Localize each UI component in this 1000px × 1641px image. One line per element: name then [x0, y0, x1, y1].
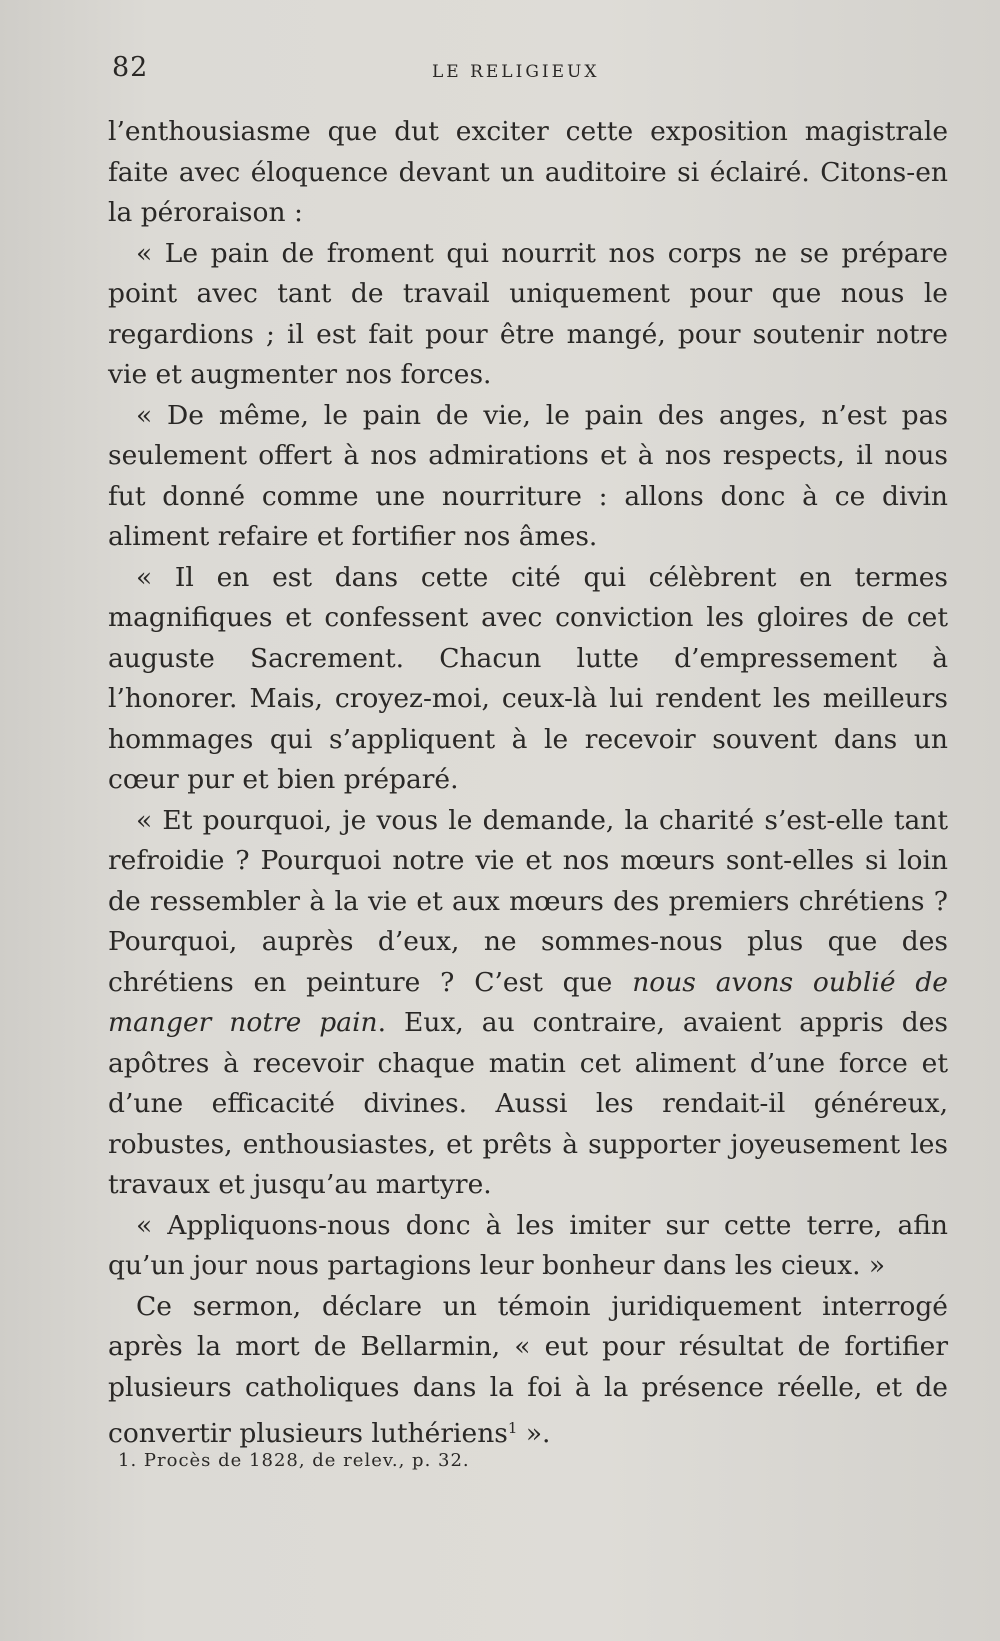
- paragraph-7: [108, 1287, 948, 1455]
- footnote-reference: 1: [507, 1419, 518, 1437]
- page-header: [112, 52, 952, 92]
- paragraph-5-italic: nous avons oublié de manger notre pain: [108, 966, 948, 1038]
- paragraph-7-tail: ».: [517, 1418, 551, 1449]
- paragraph-6: « Appliquons-nous donc à les imiter sur cette terre, afin qu’un jour nous partagions leur bonheur dans les cieux. »: [108, 1209, 948, 1281]
- running-title: LE RELIGIEUX: [432, 62, 600, 82]
- paragraph-3: « De même, le pain de vie, le pain des anges, n’est pas seulement offert à nos admirations et à nos respects, il nous fut donné comme une nourriture : allons donc à ce divin aliment refaire et fortifier nos âmes.: [108, 399, 948, 552]
- page-number: 82: [112, 52, 149, 83]
- paragraph-1: l’enthousiasme que dut exciter cette exposition magistrale faite avec éloquence devant un auditoire si éclairé. Citons-en la péroraison :: [108, 116, 948, 228]
- footnote: 1. Procès de 1828, de relev., p. 32.: [118, 1450, 470, 1471]
- paragraph-7-text: Ce sermon, déclare un témoin juridiquement interrogé après la mort de Bellarmin, « eut pour résultat de fortifier plusieurs catholiques dans la foi à la présence réelle, et de convertir plusieurs luthériens: [108, 1290, 948, 1449]
- paragraph-2: « Le pain de froment qui nourrit nos corps ne se prépare point avec tant de travail uniquement pour que nous le regardions ; il est fait pour être mangé, pour soutenir notre vie et augmenter nos forces.: [108, 237, 948, 390]
- paragraph-4: « Il en est dans cette cité qui célèbrent en termes magnifiques et confessent avec conviction les gloires de cet auguste Sacrement. Chacun lutte d’empressement à l’honorer. Mais, croyez-moi, ceux-là lui rendent les meilleurs hommages qui s’appliquent à le recevoir souvent dans un cœur pur et bien préparé.: [108, 561, 948, 795]
- paragraph-5-before: « Et pourquoi, je vous le demande, la charité s’est-elle tant refroidie ? Pourquoi notre vie et nos mœurs sont-elles si loin de ressembler à la vie et aux mœurs des premiers chrétiens ? Pourquoi, auprès d’eux, ne sommes-nous plus que des chrétiens en peinture ? C’est que: [108, 804, 948, 998]
- paragraph-5: [108, 801, 948, 1206]
- paragraph-5-after: . Eux, au contraire, avaient appris des apôtres à recevoir chaque matin cet aliment d’une force et d’une efficacité divines. Aussi les rendait-il généreux, robustes, enthousiastes, et prêts à supporter joyeusement les travaux et jusqu’au martyre.: [108, 1007, 949, 1200]
- body-text: [108, 112, 948, 1455]
